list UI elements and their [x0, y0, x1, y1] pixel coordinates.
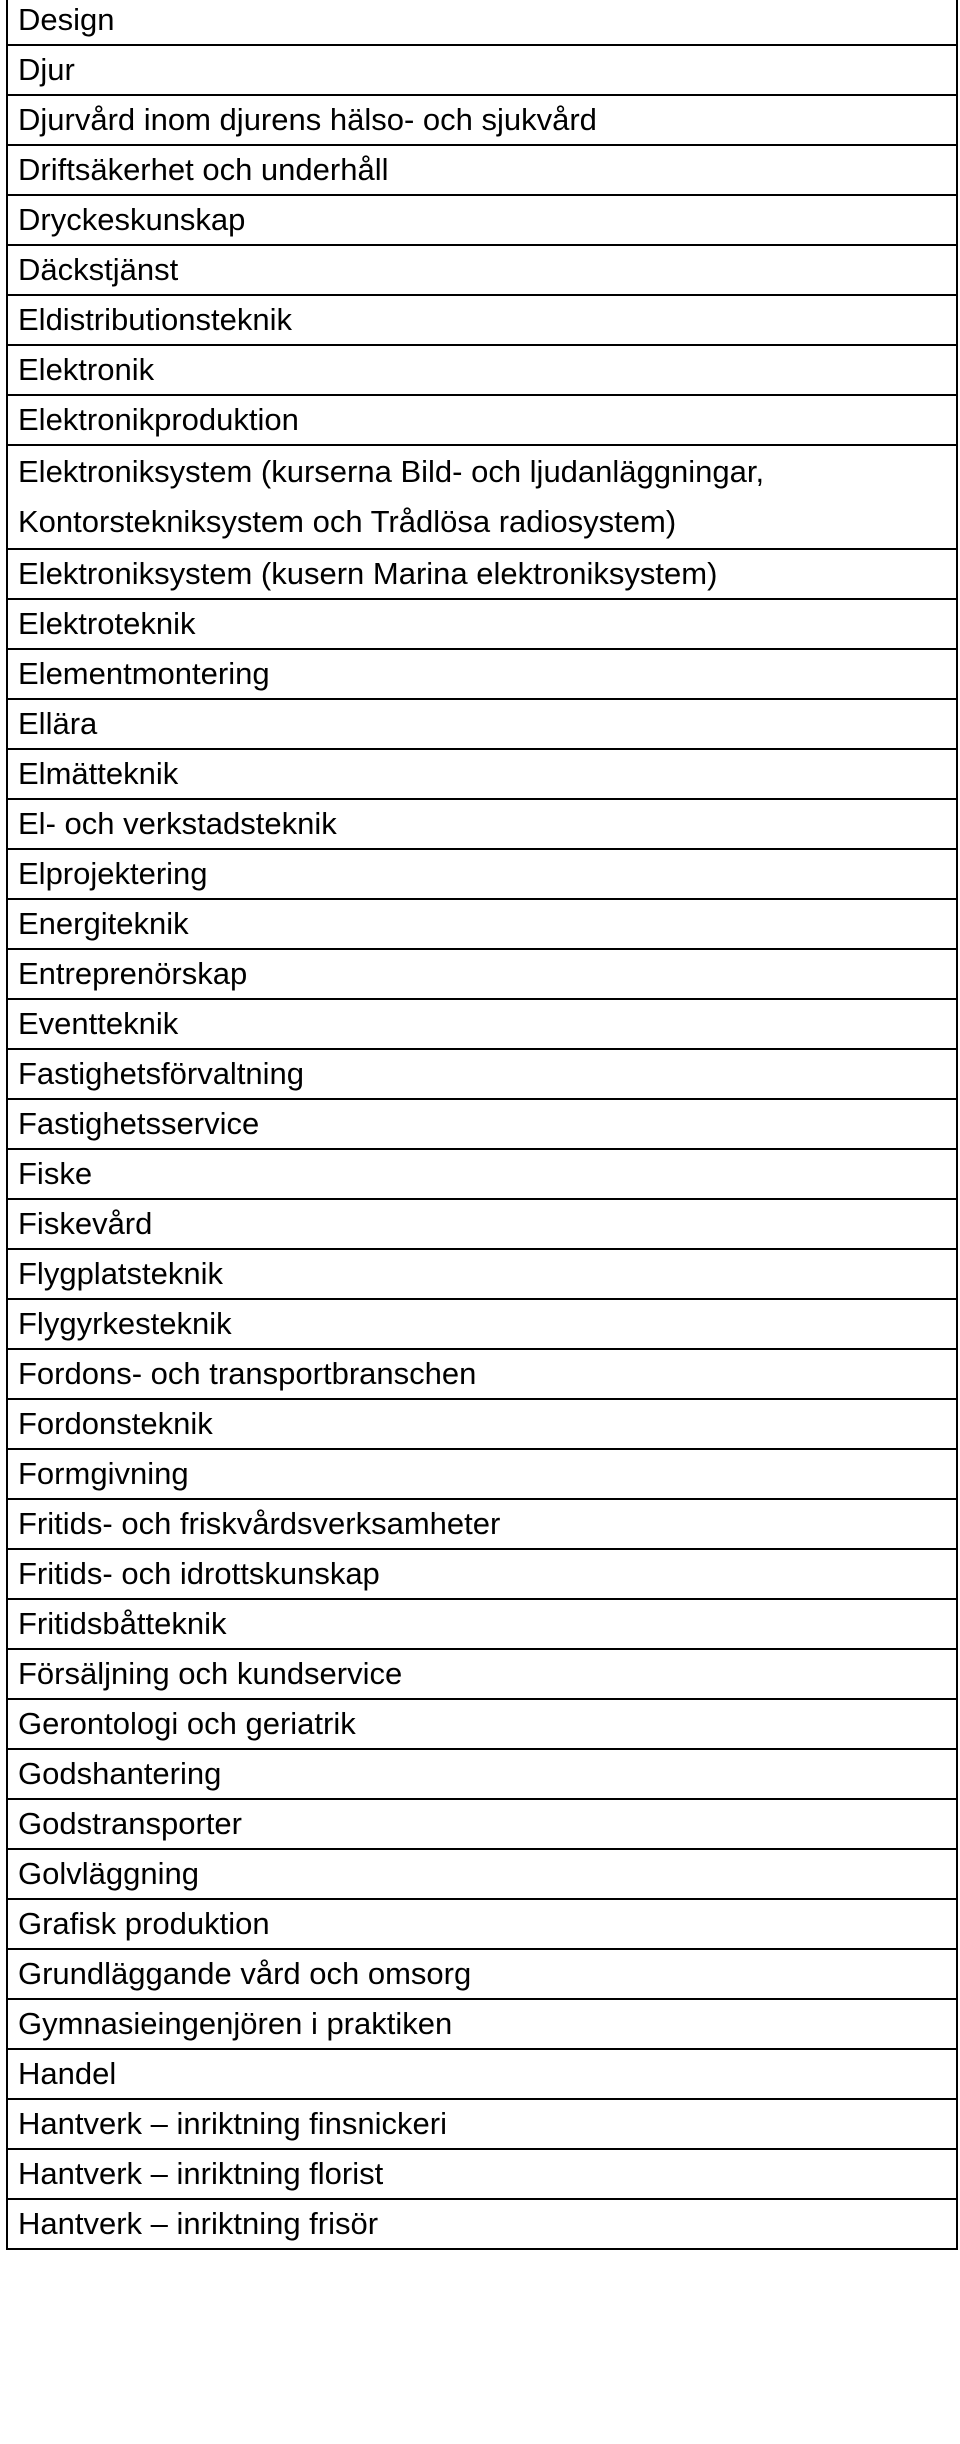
- table-row: [7, 1399, 957, 1449]
- subject-name: Ellära: [18, 706, 98, 741]
- subject-name: Elprojektering: [18, 856, 208, 891]
- subject-name: Design: [18, 2, 115, 37]
- subject-cell: [7, 1299, 957, 1349]
- table-row: [7, 195, 957, 245]
- subject-cell: [7, 295, 957, 345]
- subject-cell: [7, 1449, 957, 1499]
- subject-rows: [7, 0, 957, 2249]
- subject-name: Elementmontering: [18, 656, 270, 691]
- subject-name: Gymnasieingenjören i praktiken: [18, 2006, 453, 2041]
- subject-name: Driftsäkerhet och underhåll: [18, 152, 389, 187]
- subject-name: Eventteknik: [18, 1006, 179, 1041]
- subject-name: Fastighetsförvaltning: [18, 1056, 305, 1091]
- subject-name: Dryckeskunskap: [18, 202, 246, 237]
- subject-cell: [7, 799, 957, 849]
- subject-name: Flygplatsteknik: [18, 1256, 224, 1291]
- subject-name: Flygyrkesteknik: [18, 1306, 232, 1341]
- table-row: [7, 1549, 957, 1599]
- subject-cell: [7, 1599, 957, 1649]
- subject-name: Fastighetsservice: [18, 1106, 260, 1141]
- subject-cell: [7, 345, 957, 395]
- table-row: [7, 1899, 957, 1949]
- subject-cell: [7, 445, 957, 549]
- table-row: [7, 1599, 957, 1649]
- subject-name: Formgivning: [18, 1456, 189, 1491]
- subject-cell: [7, 2099, 957, 2149]
- subject-cell: [7, 1999, 957, 2049]
- subject-table: [6, 0, 958, 2250]
- subject-name: Djurvård inom djurens hälso- och sjukvård: [18, 102, 597, 137]
- table-row: [7, 445, 957, 549]
- subject-name: Godshantering: [18, 1756, 222, 1791]
- table-row: [7, 1349, 957, 1399]
- table-row: [7, 1949, 957, 1999]
- table-row: [7, 1049, 957, 1099]
- subject-name: El- och verkstadsteknik: [18, 806, 337, 841]
- subject-name: Fordons- och transportbranschen: [18, 1356, 477, 1391]
- table-row: [7, 1249, 957, 1299]
- subject-name: Djur: [18, 52, 75, 87]
- subject-cell: [7, 195, 957, 245]
- table-row: [7, 295, 957, 345]
- table-row: [7, 2149, 957, 2199]
- subject-name: Gerontologi och geriatrik: [18, 1706, 356, 1741]
- table-row: [7, 1849, 957, 1899]
- subject-cell: [7, 1349, 957, 1399]
- table-row: [7, 0, 957, 45]
- subject-name: Energiteknik: [18, 906, 189, 941]
- table-row: [7, 345, 957, 395]
- subject-cell: [7, 949, 957, 999]
- table-row: [7, 1149, 957, 1199]
- subject-cell: [7, 1699, 957, 1749]
- subject-name: Fritids- och friskvårdsverksamheter: [18, 1506, 501, 1541]
- subject-cell: [7, 1099, 957, 1149]
- table-row: [7, 1999, 957, 2049]
- subject-cell: [7, 0, 957, 45]
- subject-cell: [7, 1049, 957, 1099]
- table-row: [7, 2099, 957, 2149]
- subject-cell: [7, 1799, 957, 1849]
- subject-name: Elektronikproduktion: [18, 402, 299, 437]
- table-row: [7, 949, 957, 999]
- subject-name: Fordonsteknik: [18, 1406, 213, 1441]
- subject-cell: [7, 1399, 957, 1449]
- subject-cell: [7, 1949, 957, 1999]
- subject-cell: [7, 999, 957, 1049]
- table-row: [7, 899, 957, 949]
- table-row: [7, 1299, 957, 1349]
- subject-cell: [7, 245, 957, 295]
- subject-cell: [7, 145, 957, 195]
- subject-name: Hantverk – inriktning frisör: [18, 2206, 379, 2241]
- subject-name: Kontorstekniksystem och Trådlösa radiosystem): [18, 504, 677, 539]
- table-row: [7, 999, 957, 1049]
- table-row: [7, 245, 957, 295]
- subject-name: Fiskevård: [18, 1206, 153, 1241]
- table-row: [7, 849, 957, 899]
- subject-cell: [7, 599, 957, 649]
- table-row: [7, 1649, 957, 1699]
- subject-name: Grundläggande vård och omsorg: [18, 1956, 472, 1991]
- subject-name: Fiske: [18, 1156, 93, 1191]
- subject-name: Fritids- och idrottskunskap: [18, 1556, 380, 1591]
- table-row: [7, 699, 957, 749]
- table-row: [7, 649, 957, 699]
- subject-cell: [7, 1849, 957, 1899]
- table-row: [7, 599, 957, 649]
- table-row: [7, 395, 957, 445]
- subject-name: Hantverk – inriktning florist: [18, 2156, 384, 2191]
- table-row: [7, 1099, 957, 1149]
- subject-name: Elmätteknik: [18, 756, 179, 791]
- subject-cell: [7, 395, 957, 445]
- subject-cell: [7, 899, 957, 949]
- subject-cell: [7, 749, 957, 799]
- subject-cell: [7, 849, 957, 899]
- subject-name: Elektroteknik: [18, 606, 196, 641]
- subject-name: Godstransporter: [18, 1806, 242, 1841]
- table-row: [7, 749, 957, 799]
- subject-name: Entreprenörskap: [18, 956, 248, 991]
- subject-name: Försäljning och kundservice: [18, 1656, 403, 1691]
- subject-cell: [7, 95, 957, 145]
- subject-name: Fritidsbåtteknik: [18, 1606, 227, 1641]
- subject-name: Däckstjänst: [18, 252, 179, 287]
- subject-name: Elektroniksystem (kusern Marina elektroniksystem): [18, 556, 718, 591]
- subject-name: Eldistributionsteknik: [18, 302, 292, 337]
- subject-cell: [7, 2049, 957, 2099]
- subject-cell: [7, 649, 957, 699]
- subject-cell: [7, 1249, 957, 1299]
- subject-cell: [7, 1499, 957, 1549]
- subject-cell: [7, 2199, 957, 2249]
- table-row: [7, 1499, 957, 1549]
- subject-name: Golvläggning: [18, 1856, 199, 1891]
- subject-name: Hantverk – inriktning finsnickeri: [18, 2106, 448, 2141]
- subject-cell: [7, 549, 957, 599]
- table-row: [7, 1749, 957, 1799]
- table-row: [7, 1799, 957, 1849]
- subject-cell: [7, 1649, 957, 1699]
- table-row: [7, 95, 957, 145]
- table-row: [7, 2049, 957, 2099]
- subject-cell: [7, 1149, 957, 1199]
- table-row: [7, 549, 957, 599]
- subject-cell: [7, 1199, 957, 1249]
- subject-name: Handel: [18, 2056, 117, 2091]
- subject-cell: [7, 2149, 957, 2199]
- subject-cell: [7, 45, 957, 95]
- table-row: [7, 1199, 957, 1249]
- subject-cell: [7, 1549, 957, 1599]
- subject-name: Grafisk produktion: [18, 1906, 270, 1941]
- table-row: [7, 1699, 957, 1749]
- table-row: [7, 145, 957, 195]
- table-row: [7, 2199, 957, 2249]
- subject-name: Elektronik: [18, 352, 155, 387]
- table-row: [7, 1449, 957, 1499]
- subject-cell: [7, 1749, 957, 1799]
- table-row: [7, 45, 957, 95]
- subject-name: Elektroniksystem (kurserna Bild- och ljudanläggningar,: [18, 454, 765, 489]
- table-row: [7, 799, 957, 849]
- subject-cell: [7, 1899, 957, 1949]
- subject-cell: [7, 699, 957, 749]
